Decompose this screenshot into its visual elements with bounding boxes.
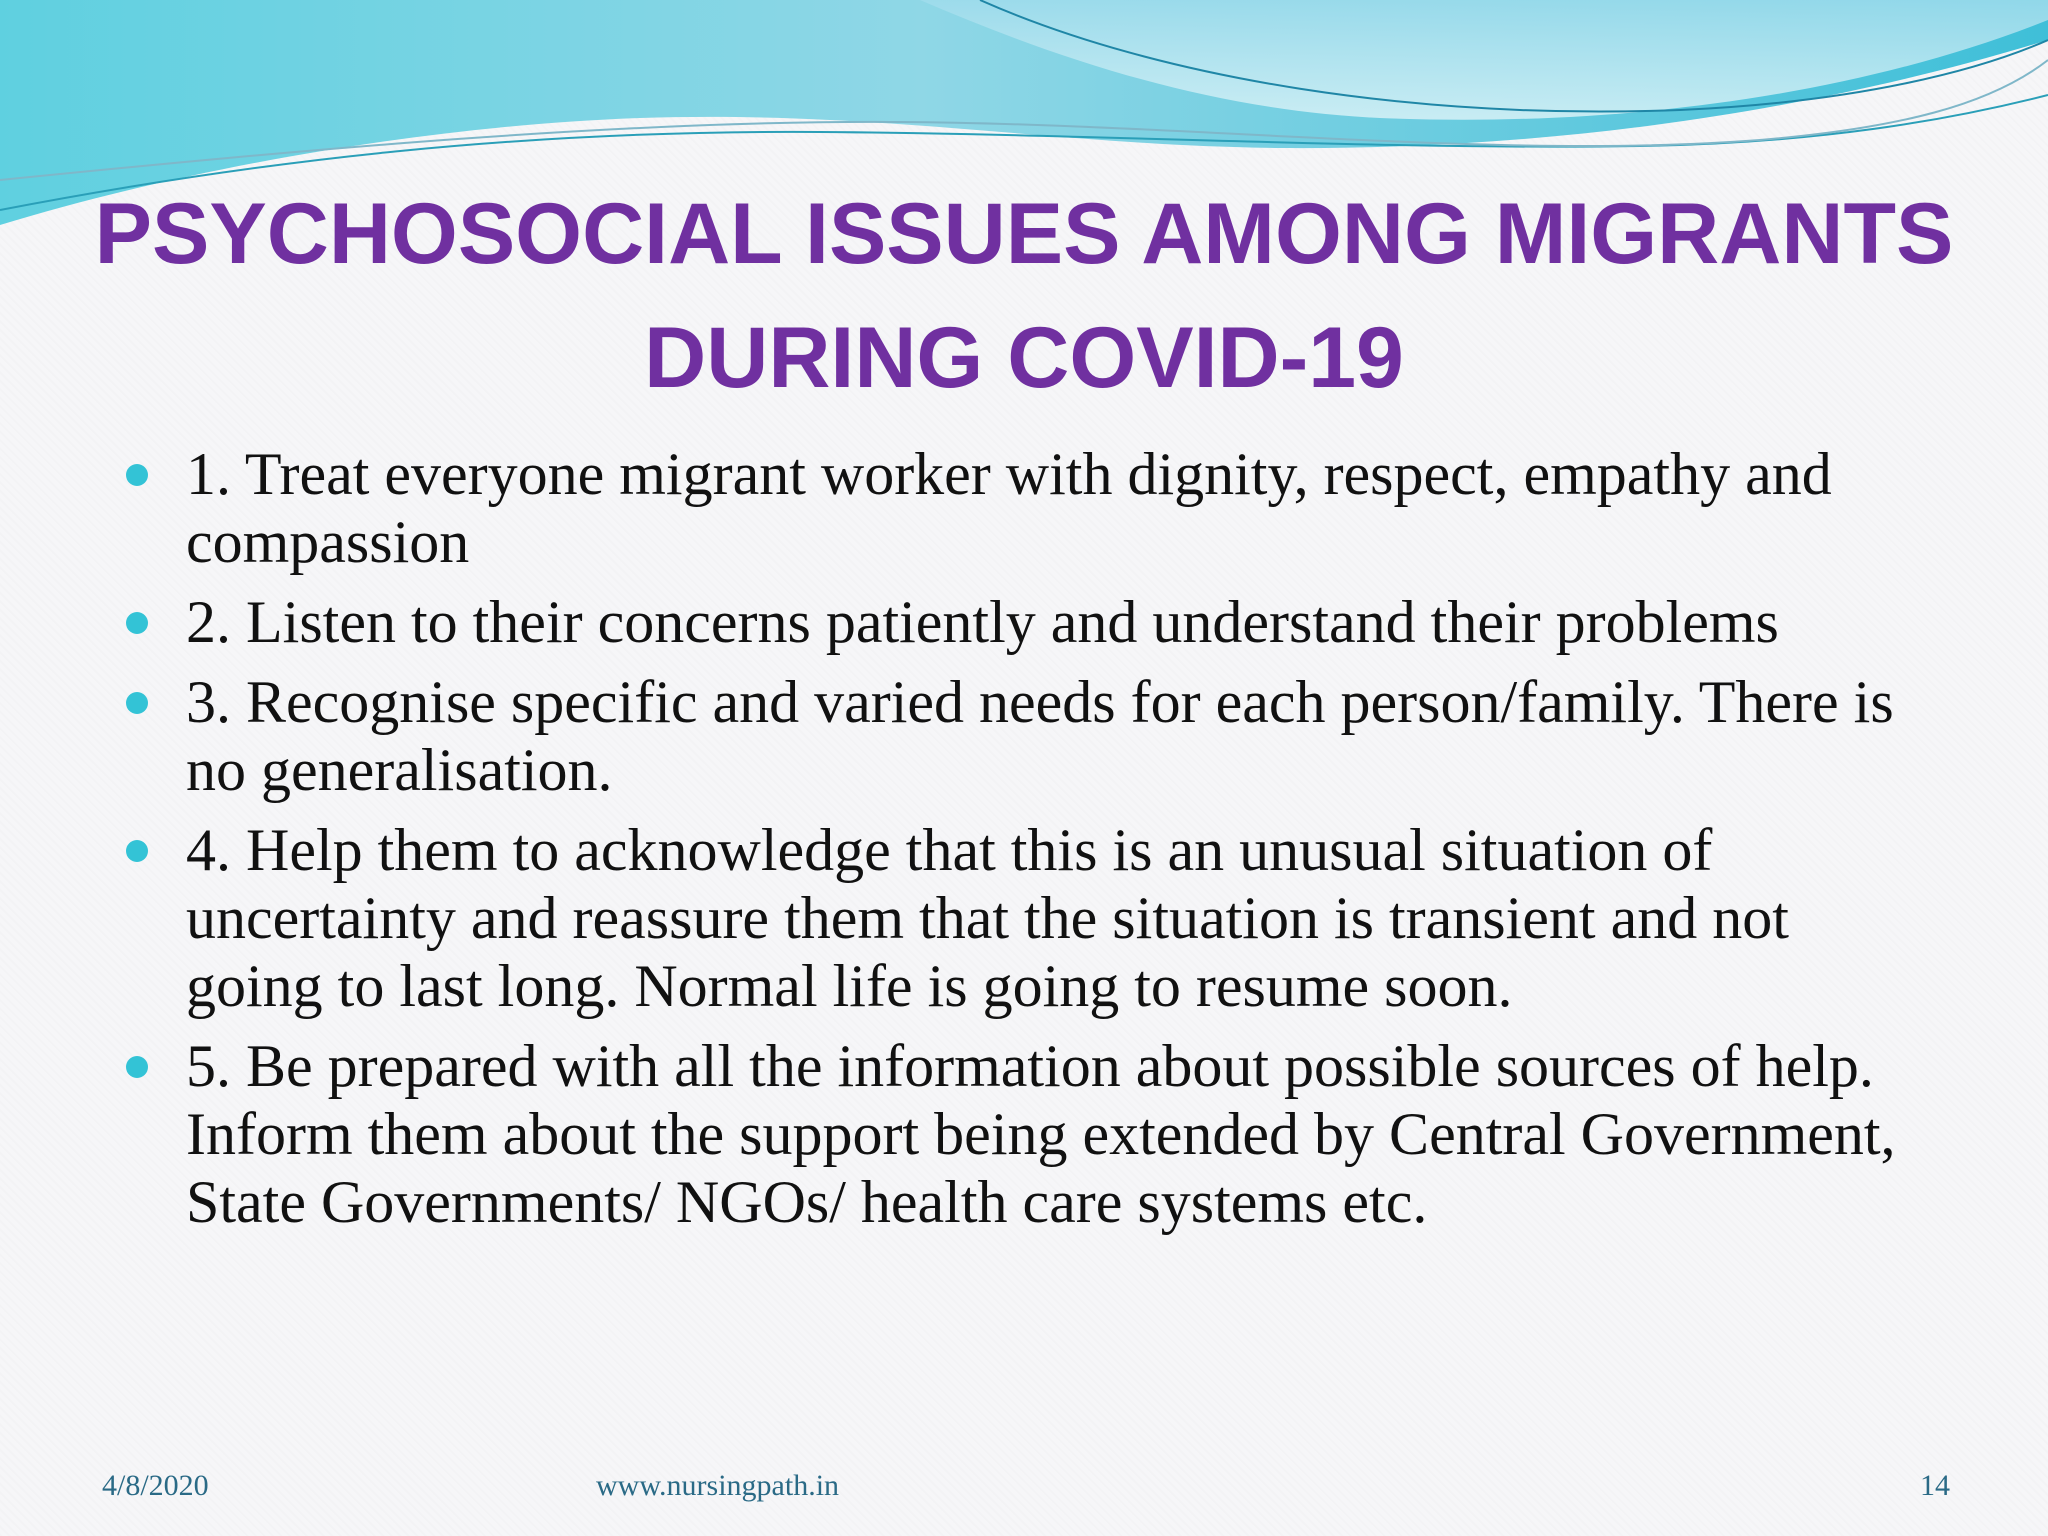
bullet-marker-icon [126,1056,148,1078]
footer-page-number: 14 [1920,1469,1950,1502]
bullet-item-4 [124,816,1924,1020]
slide-title-line-2: DURING COVID-19 [644,310,1404,406]
bullet-list [124,440,1924,1248]
bullet-text-2: 2. Listen to their concerns patiently and understand their problems [186,589,1779,655]
bullet-text-1: 1. Treat everyone migrant worker with dignity, respect, empathy and compassion [186,441,1832,575]
slide-title [60,172,1988,420]
footer-date: 4/8/2020 [102,1469,209,1502]
bullet-text-5: 5. Be prepared with all the information about possible sources of help. Inform them about the support being extended by Central Government, State Governments/ NGOs/ health care systems etc. [186,1033,1896,1235]
bullet-text-4: 4. Help them to acknowledge that this is an unusual situation of uncertainty and reassure them that the situation is transient and not going to last long. Normal life is going to resume soon. [186,817,1789,1019]
bullet-marker-icon [126,464,148,486]
bullet-item-2 [124,588,1924,656]
bullet-marker-icon [126,692,148,714]
bullet-item-1 [124,440,1924,576]
bullet-item-5 [124,1032,1924,1236]
bullet-item-3 [124,668,1924,804]
bullet-marker-icon [126,612,148,634]
slide-title-line-1: PSYCHOSOCIAL ISSUES AMONG MIGRANTS [94,186,1954,282]
bullet-marker-icon [126,840,148,862]
footer-url: www.nursingpath.in [596,1469,840,1502]
bullet-text-3: 3. Recognise specific and varied needs for each person/family. There is no generalisation. [186,669,1894,803]
